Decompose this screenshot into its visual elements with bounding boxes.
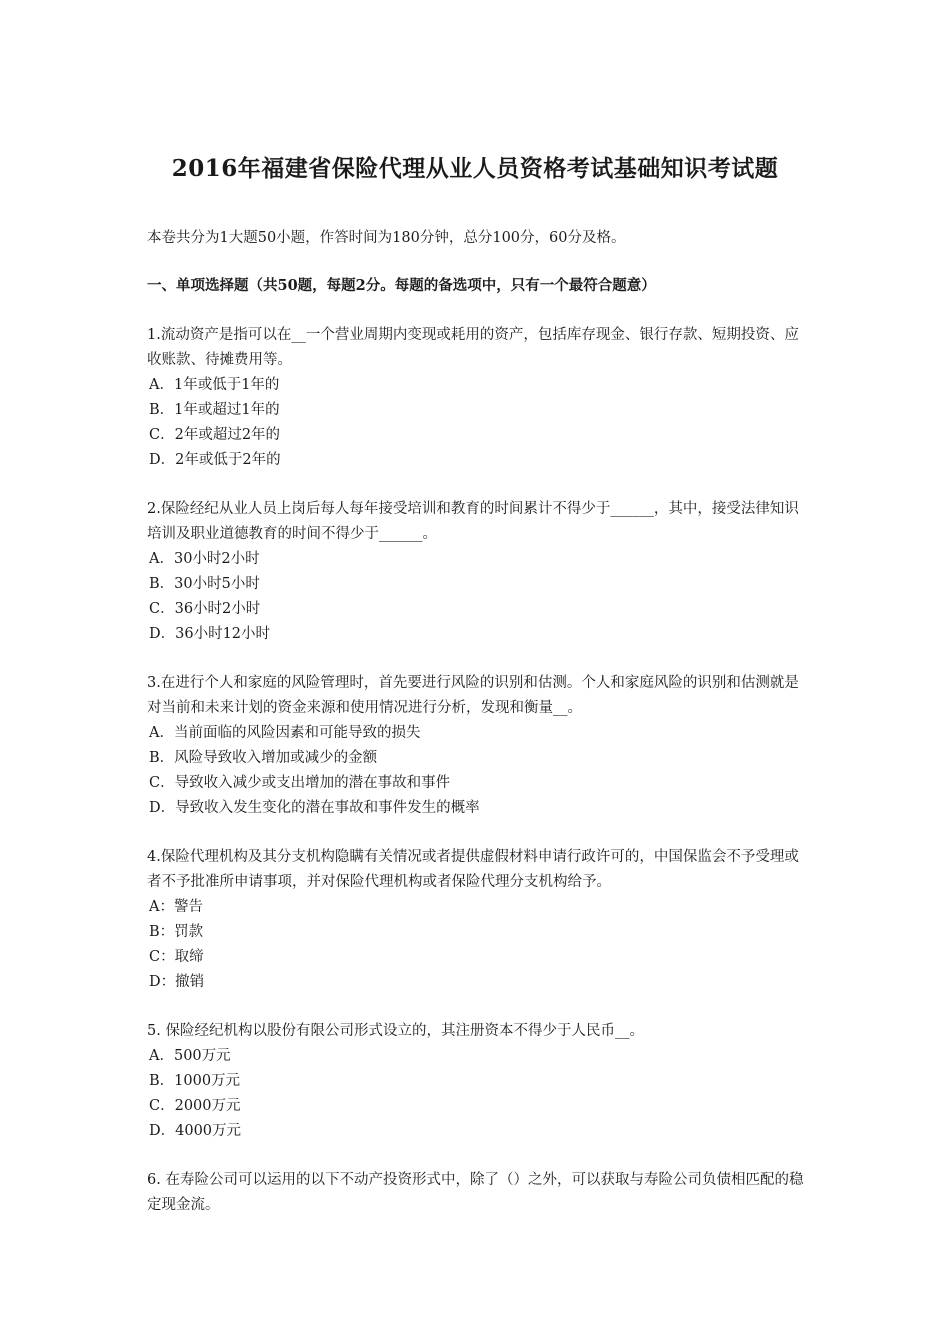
option-list xyxy=(147,895,812,995)
question-text: 2.保险经纪从业人员上岗后每人每年接受培训和教育的时间累计不得少于______，其中，接受法律知识培训及职业道德教育的时间不得少于______。 xyxy=(147,501,799,542)
option-b: B．风险导致收入增加或减少的金额 xyxy=(149,750,378,766)
question-text: 3.在进行个人和家庭的风险管理时，首先要进行风险的识别和估测。个人和家庭风险的识别和估测就是对当前和未来计划的资金来源和使用情况进行分析，发现和衡量__。 xyxy=(147,675,799,716)
section-heading: 一、单项选择题（共50题，每题2分。每题的备选项中，只有一个最符合题意） xyxy=(147,277,656,294)
option-d: D．2年或低于2年的 xyxy=(149,452,281,468)
option-d: D．导致收入发生变化的潜在事故和事件发生的概率 xyxy=(149,800,480,816)
exam-intro: 本卷共分为1大题50小题，作答时间为180分钟，总分100分，60分及格。 xyxy=(147,230,626,246)
option-b: B．1年或超过1年的 xyxy=(149,402,280,418)
option-b: B．30小时5小时 xyxy=(149,576,260,592)
option-d: D．4000万元 xyxy=(149,1123,242,1139)
option-c: C．2000万元 xyxy=(149,1098,241,1114)
option-b: B：罚款 xyxy=(149,924,204,940)
option-a: A．1年或低于1年的 xyxy=(149,377,280,393)
question-text: 6. 在寿险公司可以运用的以下不动产投资形式中，除了（）之外，可以获取与寿险公司负债相匹配的稳定现金流。 xyxy=(147,1172,804,1213)
question-3 xyxy=(147,671,812,821)
page-title: 2016年福建省保险代理从业人员资格考试基础知识考试题 xyxy=(171,155,779,182)
question-1 xyxy=(147,323,812,473)
option-list xyxy=(147,547,812,647)
question-text: 4.保险代理机构及其分支机构隐瞒有关情况或者提供虚假材料申请行政许可的，中国保监会不予受理或者不予批准所申请事项，并对保险代理机构或者保险代理分支机构给予。 xyxy=(147,849,799,890)
option-list xyxy=(147,373,812,473)
question-5 xyxy=(147,1019,812,1144)
option-c: C．36小时2小时 xyxy=(149,601,261,617)
option-list xyxy=(147,721,812,821)
question-2 xyxy=(147,497,812,647)
option-c: C：取缔 xyxy=(149,949,204,965)
option-b: B．1000万元 xyxy=(149,1073,241,1089)
option-d: D．36小时12小时 xyxy=(149,626,271,642)
question-text: 5. 保险经纪机构以股份有限公司形式设立的，其注册资本不得少于人民币__。 xyxy=(147,1023,644,1039)
question-6 xyxy=(147,1168,812,1218)
option-a: A．当前面临的风险因素和可能导致的损失 xyxy=(149,725,421,741)
question-text: 1.流动资产是指可以在__一个营业周期内变现或耗用的资产，包括库存现金、银行存款、短期投资、应收账款、待摊费用等。 xyxy=(147,327,799,368)
option-a: A：警告 xyxy=(149,899,203,915)
option-c: C．导致收入减少或支出增加的潜在事故和事件 xyxy=(149,775,451,791)
option-a: A．30小时2小时 xyxy=(149,551,260,567)
question-4 xyxy=(147,845,812,995)
option-d: D：撤销 xyxy=(149,974,205,990)
option-list xyxy=(147,1044,812,1144)
option-a: A．500万元 xyxy=(149,1048,231,1064)
question-list xyxy=(147,323,812,1242)
option-c: C．2年或超过2年的 xyxy=(149,427,281,443)
